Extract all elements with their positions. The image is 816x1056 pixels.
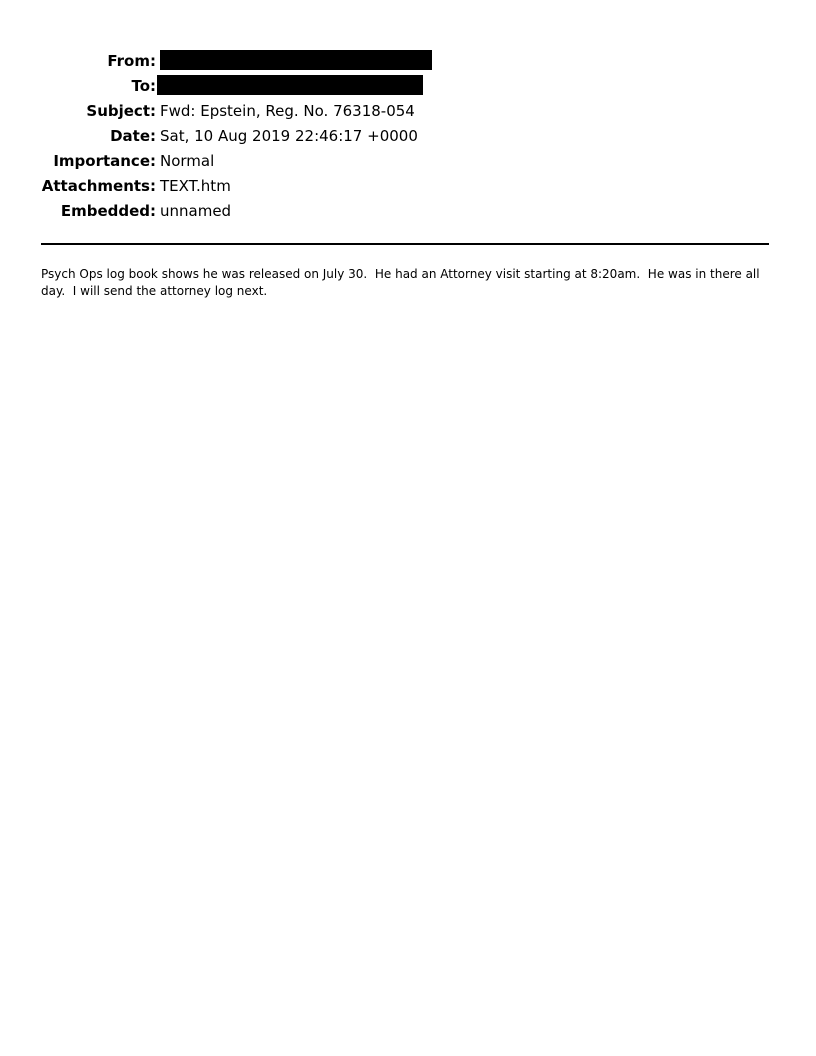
embedded-row [0,199,816,224]
subject-label: Subject: [86,102,156,120]
embedded-value: unnamed [160,202,232,220]
attachments-value: TEXT.htm [160,177,231,195]
message-body: Psych Ops log book shows he was released on July 30. He had an Attorney visit starting at 8:20am. He was in there all day. I will send the attorney log next. [41,267,764,298]
subject-value: Fwd: Epstein, Reg. No. 76318-054 [160,102,415,120]
date-label: Date: [110,127,156,145]
embedded-label: Embedded: [60,202,156,220]
from-redaction-block [160,50,432,70]
to-row [0,74,816,99]
subject-row [0,99,816,124]
to-label: To: [131,77,156,95]
from-label: From: [107,52,156,70]
from-row [0,49,816,74]
header-divider [41,243,769,245]
date-value: Sat, 10 Aug 2019 22:46:17 +0000 [160,127,418,145]
to-redaction-block [157,75,423,95]
importance-row [0,149,816,174]
email-header [0,49,816,224]
attachments-label: Attachments: [41,177,156,195]
attachments-row [0,174,816,199]
date-row [0,124,816,149]
importance-value: Normal [160,152,215,170]
importance-label: Importance: [53,152,156,170]
